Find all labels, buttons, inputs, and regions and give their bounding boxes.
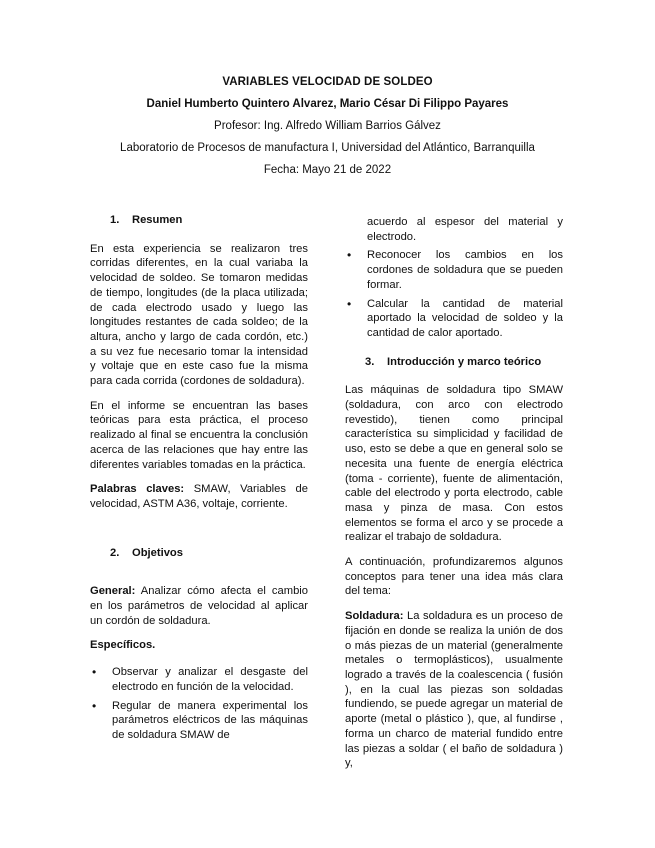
section-number: 2. [110, 546, 120, 559]
authors: Daniel Humberto Quintero Alvarez, Mario César Di Filippo Payares [146, 98, 509, 110]
section-heading-introduccion [345, 355, 563, 370]
bullet-continuation: acuerdo al espesor del material y electrodo. [367, 216, 563, 243]
resumen-paragraph-1: En esta experiencia se realizaron tres corridas diferentes, en la cual variaba la velocidad de soldeo. Se tomaron medidas de tiempo, longitudes (de la placa utilizada; de cada electrodo usado y luego las longitudes restantes de cada soldeo; de la altura, ancho y largo de cada cordón, etc.) a su vez fue necesario tomar la intensidad y voltaje que en este caso fue la misma para cada corrida (cordones de soldadura). [90, 242, 308, 388]
professor-line: Profesor: Ing. Alfredo William Barrios Gálvez [214, 120, 441, 132]
section-number: 3. [365, 355, 375, 368]
bullet-icon: • [347, 296, 352, 311]
section-title: Introducción y marco teórico [387, 355, 542, 368]
soldadura-label: Soldadura: [345, 610, 404, 623]
affiliation-line: Laboratorio de Procesos de manufactura I, Universidad del Atlántico, Barranquilla [120, 142, 535, 154]
section-title: Objetivos [132, 546, 183, 559]
keywords-paragraph [90, 482, 308, 511]
list-item: • Calcular la cantidad de material aportado la velocidad de soldeo y la cantidad de calor aportado. [347, 296, 563, 339]
general-label: General: [90, 585, 136, 598]
specific-objectives-list-cont [345, 248, 563, 340]
specific-objectives-list [90, 665, 308, 743]
bullet-icon: • [92, 698, 97, 713]
general-text: Analizar cómo afecta el cambio en los parámetros de velocidad al aplicar un cordón de soldadura. [90, 585, 308, 627]
soldadura-paragraph [345, 609, 563, 771]
especificos-label: Específicos. [90, 639, 156, 652]
keywords-label: Palabras claves: [90, 483, 185, 496]
general-objective [90, 584, 308, 628]
list-item: • Regular de manera experimental los parámetros eléctricos de las máquinas de soldadura SMAW de [92, 698, 308, 741]
bullet-icon: • [92, 665, 97, 680]
soldadura-text: La soldadura es un proceso de fijación en donde se realiza la unión de dos o más piezas de un material (generalmente metales o termoplásticos), usualmente logrado a través de la coalescencia ( fusión ), en la cual las piezas son soldadas fundiendo, se puede agregar un material de aporte (metal o plástico ), que, al fundirse , forma un charco de material fundido entre las piezas a soldar ( el baño de soldadura ) y, [345, 610, 563, 770]
right-column [345, 215, 563, 781]
bullet-icon: • [347, 248, 352, 263]
list-item: • Reconocer los cambios en los cordones de soldadura que se pueden formar. [347, 248, 563, 291]
intro-paragraph-1: Las máquinas de soldadura tipo SMAW (soldadura, con arco con electrodo revestido), tienen como principal característica su simplicidad y facilidad de uso, esto se debe a que en general solo se necesita una fuente de energía eléctrica (toma - corriente), fuente de alimentación, cable del electrodo y porta electrodo, cable masa y pinza de masa. Con estos elementos se forma el arco y se procede a realizar el trabajo de soldadura. [345, 384, 563, 544]
resumen-paragraph-2: En el informe se encuentran las bases teóricas para esta práctica, el proceso realizado al final se encuentra la conclusión acerca de las relaciones que hay entre las diferentes variables tomadas en la práctica. [90, 399, 308, 471]
section-heading-objetivos [90, 546, 308, 561]
left-column [90, 213, 308, 753]
paper-header [0, 76, 655, 176]
list-item: • Observar y analizar el desgaste del electrodo en función de la velocidad. [92, 665, 308, 693]
section-title: Resumen [132, 214, 183, 226]
date-line: Fecha: Mayo 21 de 2022 [263, 164, 392, 176]
paper-title: VARIABLES VELOCIDAD DE SOLDEO [222, 76, 433, 88]
intro-paragraph-2: A continuación, profundizaremos algunos conceptos para tener una idea más clara del tema: [345, 556, 563, 598]
section-heading-resumen [90, 213, 308, 228]
keywords-text: SMAW, Variables de velocidad, ASTM A36, voltaje, corriente. [90, 483, 308, 510]
section-number: 1. [110, 214, 120, 226]
